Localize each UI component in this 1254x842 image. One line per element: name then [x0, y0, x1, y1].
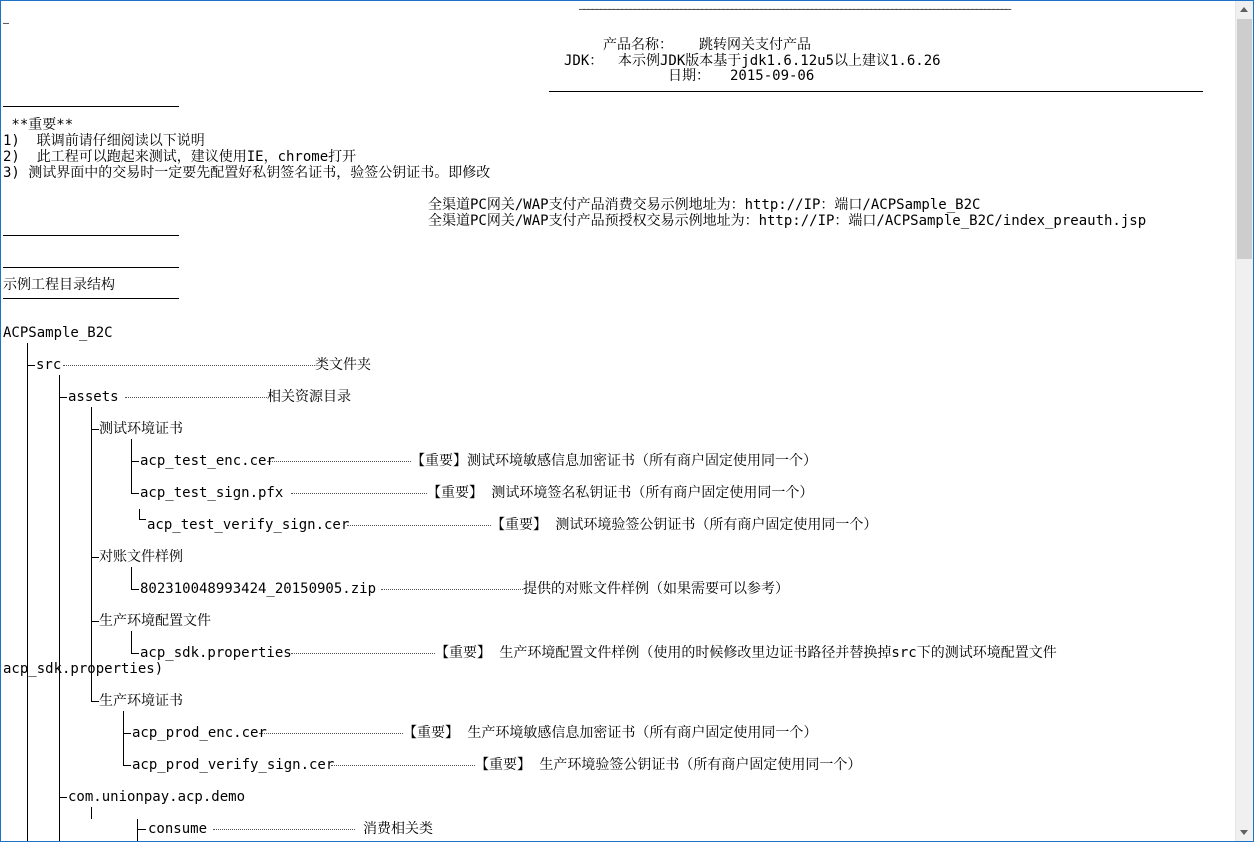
structure-heading: 示例工程目录结构: [3, 277, 115, 293]
tree-line: [91, 701, 99, 702]
tree-file-recon: 802310048993424_20150905.zip: [140, 581, 377, 597]
top-rule: ——————————————————————————————————————————————————————————————————————————————————————————————————————: [579, 4, 1010, 15]
tree-desc-test-enc: 【重要】测试环境敏感信息加密证书（所有商户固定使用同一个）: [411, 453, 817, 469]
jdk-label: JDK：: [564, 53, 604, 69]
date-label: 日期：: [668, 68, 710, 84]
tree-line: [27, 343, 28, 841]
preauth-url: 全渠道PC网关/WAP支付产品预授权交易示例地址为：http://IP：端口/ACPSample_B2C/index_preauth.jsp: [428, 213, 1147, 229]
tree-node-assets: assets: [68, 389, 119, 405]
tree-desc-consume: 消费相关类: [363, 821, 433, 837]
tree-file-test-verify: acp_test_verify_sign.cer: [147, 517, 350, 533]
important-title: **重要**: [3, 117, 74, 133]
tree-line: [59, 397, 67, 398]
tree-file-test-sign: acp_test_sign.pfx: [140, 485, 284, 501]
tree-line: [137, 829, 146, 830]
scroll-down-button[interactable]: [1236, 824, 1253, 841]
tree-desc-recon: 提供的对账文件样例（如果需要可以参考）: [523, 581, 789, 597]
tree-line: [123, 765, 131, 766]
top-rule-tail: —: [3, 18, 10, 29]
tree-line: [131, 567, 132, 589]
tree-file-prod-verify: acp_prod_verify_sign.cer: [132, 757, 335, 773]
leader-dots: [291, 493, 427, 494]
date-value: 2015-09-06: [730, 68, 815, 84]
tree-node-src: src: [36, 357, 62, 373]
tree-line: [139, 509, 140, 519]
tree-line: [131, 439, 132, 493]
important-item-1: 1) 联调前请仔细阅读以下说明: [3, 133, 205, 149]
jdk-value: 本示例JDK版本基于jdk1.6.12u5以上建议1.6.26: [618, 53, 941, 69]
product-name-label: 产品名称：: [603, 37, 673, 53]
leader-dots: [381, 589, 523, 590]
tree-line: [59, 797, 67, 798]
tree-line: [91, 557, 99, 558]
leader-dots: [331, 765, 475, 766]
important-item-2: 2) 此工程可以跑起来测试，建议使用IE，chrome打开: [3, 149, 357, 165]
leader-dots: [267, 461, 411, 462]
tree-line: [91, 429, 99, 430]
tree-desc-prod-config: 【重要】 生产环境配置文件样例（使用的时候修改里边证书路径并替换掉src下的测试环境配置文件: [435, 645, 1057, 661]
tree-desc-prod-enc: 【重要】 生产环境敏感信息加密证书（所有商户固定使用同一个）: [403, 725, 818, 741]
leader-dots: [125, 397, 267, 398]
tree-node-package: com.unionpay.acp.demo: [68, 789, 246, 805]
tree-line: [139, 519, 146, 520]
tree-line: [131, 589, 139, 590]
tree-root: ACPSample_B2C: [3, 325, 113, 341]
vertical-scrollbar[interactable]: [1235, 1, 1253, 841]
tree-node-test-certs: 测试环境证书: [99, 421, 183, 437]
tree-line: [137, 819, 138, 841]
tree-line: [91, 807, 92, 819]
tree-desc-test-sign: 【重要】 测试环境签名私钥证书（所有商户固定使用同一个）: [427, 485, 814, 501]
divider: [3, 235, 179, 236]
arrow-up-icon: [1240, 7, 1248, 12]
arrow-down-icon: [1240, 830, 1248, 835]
tree-desc-prod-verify: 【重要】 生产环境验签公钥证书（所有商户固定使用同一个）: [475, 757, 862, 773]
tree-line: [131, 631, 132, 653]
divider: [3, 267, 179, 268]
tree-file-prod-enc: acp_prod_enc.cer: [132, 725, 267, 741]
tree-desc-src: 类文件夹: [315, 357, 371, 373]
leader-dots: [63, 365, 315, 366]
leader-dots: [213, 829, 355, 830]
tree-line: [123, 733, 131, 734]
leader-dots: [291, 653, 435, 654]
tree-line: [123, 711, 124, 765]
tree-file-test-enc: acp_test_enc.cer: [140, 453, 275, 469]
tree-node-recon: 对账文件样例: [99, 549, 183, 565]
consume-url: 全渠道PC网关/WAP支付产品消费交易示例地址为：http://IP：端口/ACPSample_B2C: [428, 197, 981, 213]
scroll-up-button[interactable]: [1236, 1, 1253, 18]
tree-desc-assets: 相关资源目录: [267, 389, 351, 405]
tree-line: [131, 493, 139, 494]
leader-dots: [347, 525, 491, 526]
product-name-value: 跳转网关支付产品: [699, 37, 811, 53]
tree-node-prod-certs: 生产环境证书: [99, 693, 183, 709]
important-item-3: 3) 测试界面中的交易时一定要先配置好私钥签名证书，验签公钥证书。即修改: [3, 165, 491, 181]
tree-desc-test-verify: 【重要】 测试环境验签公钥证书（所有商户固定使用同一个）: [491, 517, 878, 533]
readme-document: [1, 1, 1237, 841]
divider: [3, 106, 179, 107]
tree-desc-prod-config-wrap: acp_sdk.properties): [3, 661, 164, 677]
tree-line: [27, 365, 35, 366]
leader-dots: [259, 733, 403, 734]
divider: [3, 298, 179, 299]
tree-line: [91, 407, 92, 699]
tree-file-prod-config: acp_sdk.properties: [140, 645, 292, 661]
tree-node-consume: consume: [148, 821, 208, 837]
tree-node-prod-config: 生产环境配置文件: [99, 613, 211, 629]
tree-line: [59, 375, 60, 841]
tree-line: [91, 621, 99, 622]
scrollbar-thumb[interactable]: [1237, 19, 1252, 259]
tree-line: [131, 653, 139, 654]
tree-line: [131, 461, 139, 462]
tree-line: [91, 679, 92, 701]
header-bottom-rule: [549, 91, 1203, 92]
